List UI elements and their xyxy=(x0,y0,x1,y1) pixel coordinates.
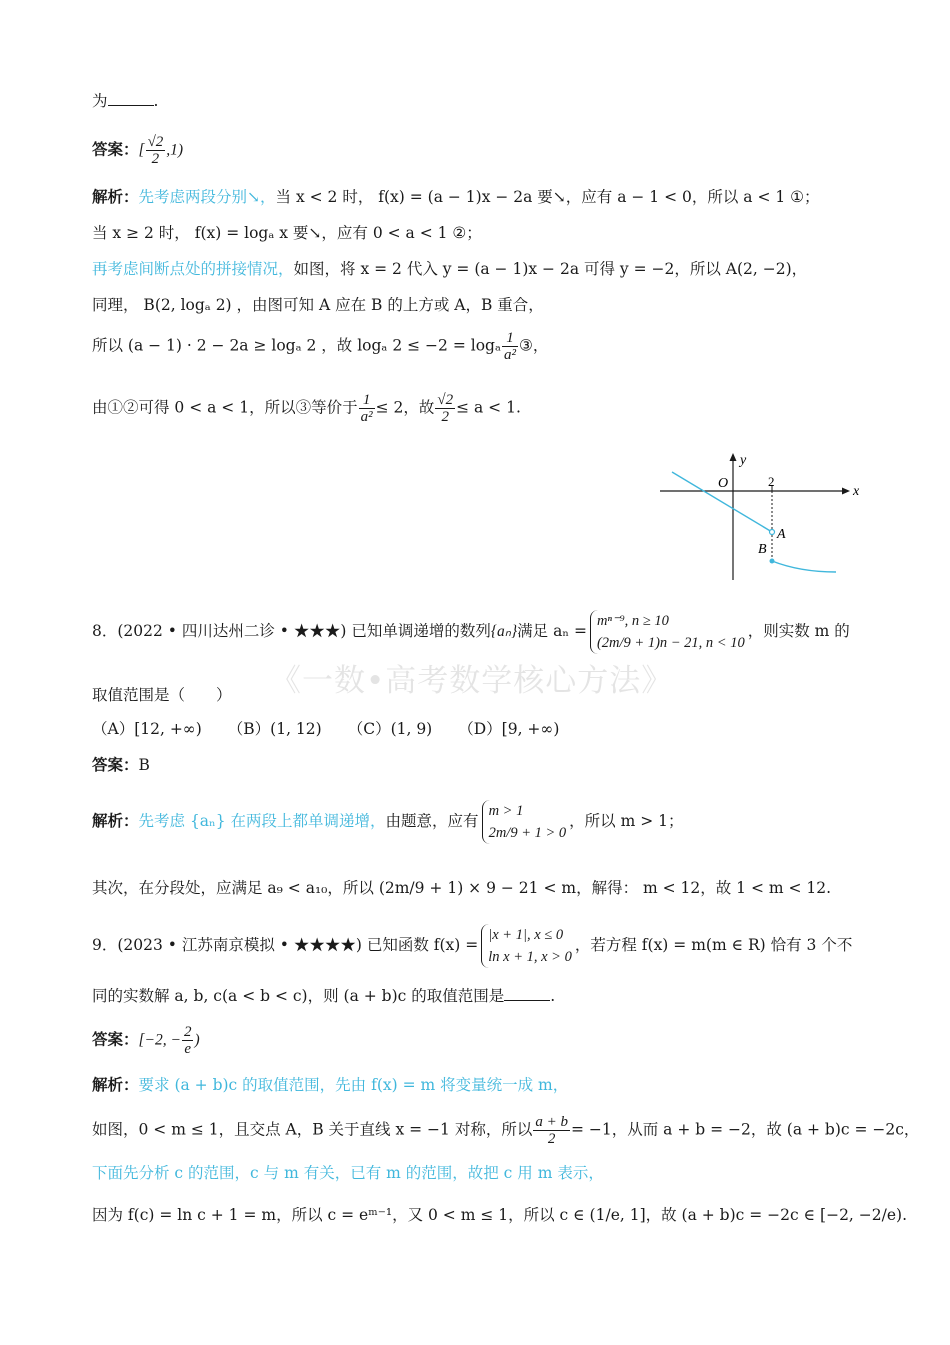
option-d: （D）[9, +∞) xyxy=(458,720,560,738)
q7-tail-prefix: 为 xyxy=(92,92,108,110)
piecewise-definition: |x + 1|, x ≤ 0 ln x + 1, x > 0 xyxy=(481,924,572,968)
fraction: $\frac{a + b}{2}$ xyxy=(535,1114,568,1147)
analysis-label: 解析： xyxy=(92,187,139,206)
point-a-marker xyxy=(770,530,775,535)
q7-analysis-line-2: 当 x ≥ 2 时， f(x) = logₐ x 要↘，应有 0 < a < 1 ②； xyxy=(92,224,482,242)
q8-answer xyxy=(92,754,150,776)
hint-text: 下面先分析 c 的范围，c 与 m 有关，已有 m 的范围，故把 c 用 m 表示， xyxy=(92,1164,604,1182)
q8-stem-line-2: 取值范围是（ ） xyxy=(92,686,232,704)
q9-analysis-line-2: 如图，0 < m ≤ 1，且交点 A，B 关于直线 x = −1 对称，所以 $\frac{a + b}{2}$ = −1，从而 a + b = −2，故 (a + b)c = −2c， xyxy=(92,1114,920,1147)
piecewise-definition: mⁿ⁻⁹, n ≥ 10 (2m/9 + 1)n − 21, n < 10 xyxy=(590,610,745,654)
answer-label: 答案： xyxy=(92,755,139,774)
q8-analysis-line-1: 解析：先考虑 {aₙ} 在两段上都单调递增，由题意，应有 m > 1 2m/9 + 1 > 0 ，所以 m > 1； xyxy=(92,800,683,844)
q7-analysis-line-5: 所以 (a − 1) · 2 − 2a ≥ logₐ 2 ，故 logₐ 2 ≤ −2 = logₐ $\frac{1}{\text{a²}}$ ③， xyxy=(92,330,549,363)
answer-blank xyxy=(108,91,154,106)
answer-blank xyxy=(504,986,550,1001)
analysis-label: 解析： xyxy=(92,1075,139,1094)
q7-analysis-line-6: 由①②可得 0 < a < 1，所以③等价于 $\frac{1}{\text{a²}}$ ≤ 2，故 $\frac{√2}{2}$ ≤ a < 1. xyxy=(92,392,521,425)
option-b: （B）(1, 12) xyxy=(227,720,322,738)
hint-text: 再考虑间断点处的拼接情况， xyxy=(92,260,294,278)
q8-analysis-line-2: 其次，在分段处，应满足 a₉ < a₁₀，所以 (2m/9 + 1) × 9 − 21 < m，解得： m < 12，故 1 < m < 12. xyxy=(92,879,832,897)
fraction: $\frac{√2}{2}$ xyxy=(437,392,454,425)
y-label: y xyxy=(740,453,747,468)
q8-stem: 8．(2022 • 四川达州二诊 • ★★★) 已知单调递增的数列{aₙ}满足 aₙ = mⁿ⁻⁹, n ≥ 10 (2m/9 + 1)n − 21, n < 10 ，则实数 m 的 xyxy=(92,610,850,654)
hint-text: 先考虑 {aₙ} 在两段上都单调递增， xyxy=(138,812,386,830)
inequality-system: m > 1 2m/9 + 1 > 0 xyxy=(482,800,567,844)
hint-text: 要求 (a + b)c 的取值范围，先由 f(x) = m 将变量统一成 m， xyxy=(138,1076,569,1094)
q7-answer: 答案：[ $\frac{√2}{2}$ ,1) xyxy=(92,134,184,167)
point-b-marker xyxy=(770,559,775,564)
point-b-label: B xyxy=(758,542,767,557)
answer-value: B xyxy=(138,756,150,774)
q8-options xyxy=(92,718,585,740)
function-graph xyxy=(650,448,870,588)
answer-label: 答案： xyxy=(92,139,139,159)
analysis-label: 解析： xyxy=(92,811,139,830)
y-axis-arrow-icon xyxy=(730,453,737,461)
answer-fraction: $\frac{√2}{2}$ xyxy=(147,134,164,167)
point-a-label: A xyxy=(777,527,786,542)
q9-stem: 9．(2023 • 江苏南京模拟 • ★★★★) 已知函数 f(x) = |x + 1|, x ≤ 0 ln x + 1, x > 0 ，若方程 f(x) = m(m ∈ R) 恰有 3 个不 xyxy=(92,924,852,968)
q7-tail-suffix: . xyxy=(153,92,159,110)
q9-analysis-line-3 xyxy=(92,1162,604,1184)
q7-tail xyxy=(92,90,158,112)
log-curve xyxy=(772,561,836,572)
answer-label: 答案： xyxy=(92,1029,139,1049)
q9-analysis-line-4: 因为 f(c) = ln c + 1 = m，所以 c = eᵐ⁻¹，又 0 < m ≤ 1，所以 c ∈ (1/e, 1]，故 (a + b)c = −2c ∈ [−2, −2/e). xyxy=(92,1206,907,1224)
x-label: x xyxy=(853,484,860,499)
watermark: 《一数•高考数学核心方法》 xyxy=(270,663,674,699)
q9-analysis-line-1 xyxy=(92,1074,568,1096)
q9-stem-line-2: 同的实数解 a, b, c(a < b < c)，则 (a + b)c 的取值范围是 . xyxy=(92,987,556,1005)
fraction: $\frac{1}{\text{a²}}$ xyxy=(360,392,373,425)
answer-fraction: $\frac{2}{e}$ xyxy=(183,1024,192,1057)
x-axis-arrow-icon xyxy=(842,488,850,495)
option-c: （C）(1, 9) xyxy=(347,720,433,738)
q7-analysis-line-3: 再考虑间断点处的拼接情况，如图，将 x = 2 代入 y = (a − 1)x − 2a 可得 y = −2，所以 A(2, −2)， xyxy=(92,260,808,278)
q7-analysis-line-4: 同理， B(2, logₐ 2) ，由图可知 A 应在 B 的上方或 A，B 重合， xyxy=(92,296,544,314)
origin-label: O xyxy=(718,476,729,491)
option-a: （A）[12, +∞) xyxy=(92,720,202,738)
fraction: $\frac{1}{\text{a²}}$ xyxy=(503,330,516,363)
tick-label: 2 xyxy=(768,474,775,489)
hint-text: 先考虑两段分别↘， xyxy=(138,188,276,206)
q7-analysis-line-1: 解析：先考虑两段分别↘，当 x < 2 时， f(x) = (a − 1)x − 2a 要↘，应有 a − 1 < 0，所以 a < 1 ①； xyxy=(92,187,820,206)
q9-answer: 答案：[−2, − $\frac{2}{e}$ ) xyxy=(92,1024,200,1057)
